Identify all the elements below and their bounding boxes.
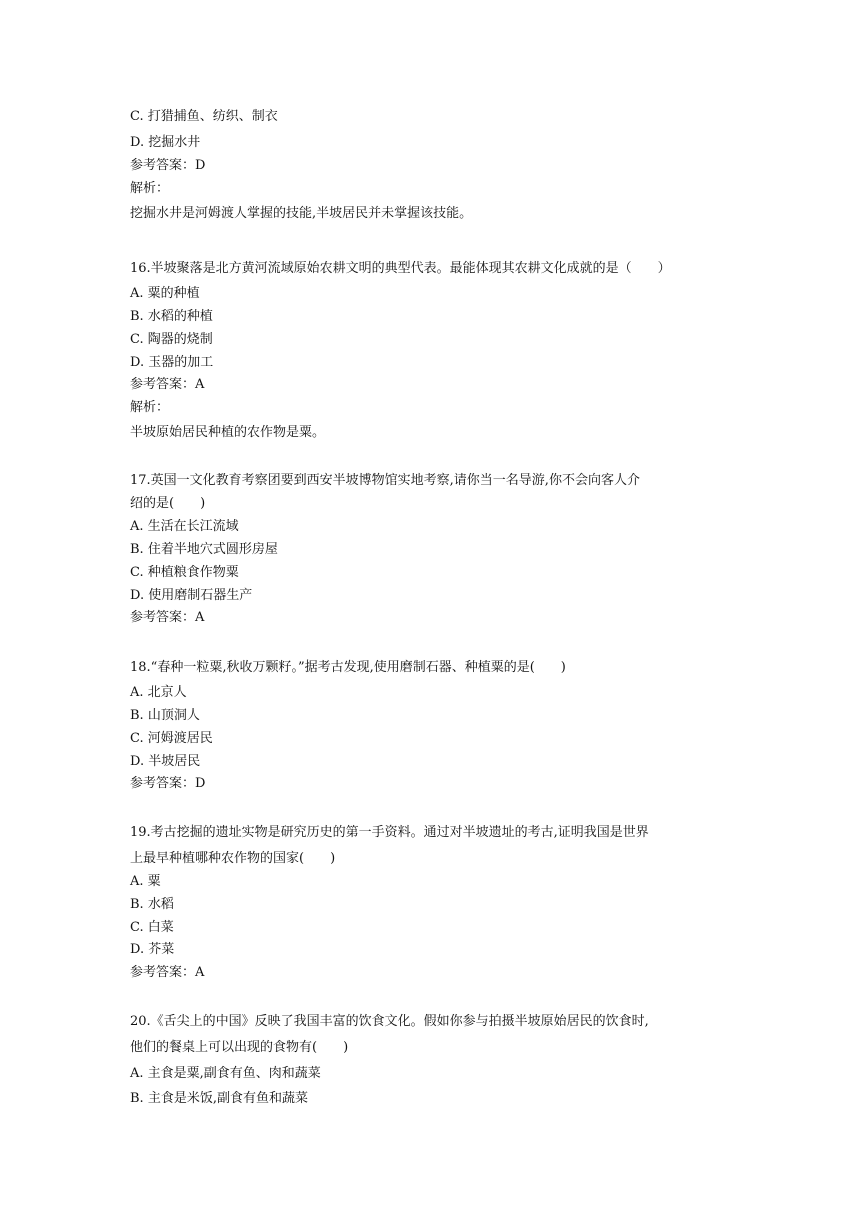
q15-analysis-label: 解析： [130,181,170,196]
q18-option-d: D. 半坡居民 [130,754,201,769]
q16-stem: 16.半坡聚落是北方黄河流域原始农耕文明的典型代表。最能体现其农耕文化成就的是（ ） [130,261,671,276]
q17-stem-line1: 17.英国一文化教育考察团要到西安半坡博物馆实地考察,请你当一名导游,你不会向客人介 [130,473,640,488]
q17-option-a: A. 生活在长江流域 [130,519,239,534]
q20-option-b: B. 主食是米饭,副食有鱼和蔬菜 [130,1091,308,1106]
q17-option-b: B. 住着半地穴式圆形房屋 [130,542,278,557]
q19-option-c: C. 白菜 [130,920,174,935]
q18-option-a: A. 北京人 [130,685,187,700]
q20-option-a: A. 主食是粟,副食有鱼、肉和蔬菜 [130,1066,321,1081]
q19-stem-line1: 19.考古挖掘的遗址实物是研究历史的第一手资料。通过对半坡遗址的考古,证明我国是世界 [130,825,649,840]
q19-stem-line2: 上最早种植哪种农作物的国家( ) [130,851,336,866]
q17-option-c: C. 种植粮食作物粟 [130,565,239,580]
q17-option-d: D. 使用磨制石器生产 [130,588,253,603]
q15-option-d: D. 挖掘水井 [130,135,201,150]
q15-option-c: C. 打猎捕鱼、纺织、制衣 [130,109,278,124]
q18-answer: 参考答案：D [130,776,206,791]
q16-option-d: D. 玉器的加工 [130,355,214,370]
q18-stem: 18.“春种一粒粟,秋收万颗籽。”据考古发现,使用磨制石器、种植粟的是( ) [130,660,566,675]
q16-option-b: B. 水稻的种植 [130,309,213,324]
q18-option-c: C. 河姆渡居民 [130,731,213,746]
q16-analysis-label: 解析： [130,400,170,415]
q17-stem-line2: 绍的是( ) [130,496,206,511]
q20-stem-line2: 他们的餐桌上可以出现的食物有( ) [130,1040,349,1055]
q19-option-b: B. 水稻 [130,897,174,912]
q20-stem-line1: 20.《舌尖上的中国》反映了我国丰富的饮食文化。假如你参与拍摄半坡原始居民的饮食时, [130,1014,649,1029]
q15-analysis-text: 挖掘水井是河姆渡人掌握的技能,半坡居民并未掌握该技能。 [130,206,473,221]
q19-answer: 参考答案：A [130,965,205,980]
q18-option-b: B. 山顶洞人 [130,708,200,723]
q16-analysis-text: 半坡原始居民种植的农作物是粟。 [130,425,326,440]
q19-option-d: D. 芥菜 [130,942,175,957]
q16-option-a: A. 粟的种植 [130,286,200,301]
q16-answer: 参考答案：A [130,377,205,392]
q19-option-a: A. 粟 [130,874,161,889]
q16-option-c: C. 陶器的烧制 [130,332,213,347]
q15-answer: 参考答案：D [130,158,206,173]
q17-answer: 参考答案：A [130,610,205,625]
